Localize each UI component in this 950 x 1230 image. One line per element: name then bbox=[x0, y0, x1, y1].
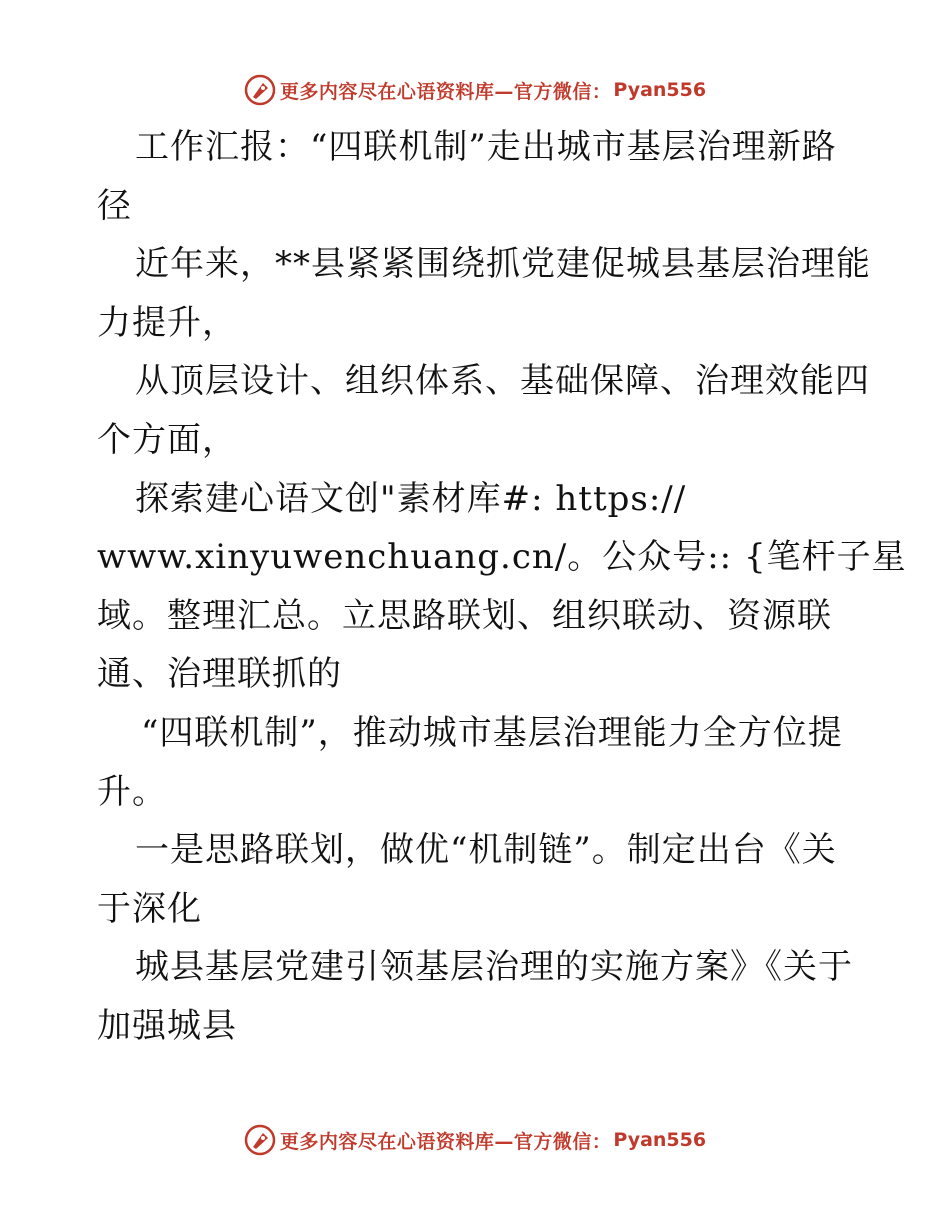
pen-nib-logo-icon bbox=[244, 1124, 276, 1156]
paragraph-line: 于深化 bbox=[97, 888, 202, 929]
pen-nib-logo-icon bbox=[244, 74, 276, 106]
paragraph-line: 升。 bbox=[97, 771, 167, 812]
paragraph-line: 城县基层党建引领基层治理的实施方案》《关于 bbox=[135, 947, 853, 988]
paragraph-line: 加强城县 bbox=[97, 1005, 237, 1046]
paragraph-line: 探索建心语文创"素材库#: https:// bbox=[135, 478, 687, 519]
document-title-line-2: 径 bbox=[97, 185, 132, 226]
header-banner-text: 更多内容尽在心语资料库—官方微信： bbox=[279, 80, 612, 103]
footer-banner-wechat-id: Pyan556 bbox=[613, 1129, 707, 1151]
paragraph-line: 域。整理汇总。立思路联划、组织联动、资源联 bbox=[97, 595, 832, 636]
paragraph-line: 力提升， bbox=[97, 302, 237, 343]
paragraph-line: 从顶层设计、组织体系、基础保障、治理效能四 bbox=[135, 361, 870, 402]
header-banner-wechat-id: Pyan556 bbox=[613, 79, 707, 101]
document-body bbox=[97, 118, 907, 1056]
paragraph-line-url: www.xinyuwenchuang.cn/。公众号:: {笔杆子星 bbox=[97, 537, 907, 578]
footer-banner-text: 更多内容尽在心语资料库—官方微信： bbox=[279, 1130, 612, 1153]
paragraph-line: “四联机制”，推动城市基层治理能力全方位提 bbox=[141, 712, 843, 753]
paragraph-line: 个方面， bbox=[97, 419, 237, 460]
document-title-line-1: 工作汇报：“四联机制”走出城市基层治理新路 bbox=[135, 127, 837, 167]
paragraph-line: 近年来，**县紧紧围绕抓党建促城县基层治理能 bbox=[135, 244, 871, 285]
footer-banner bbox=[0, 1120, 950, 1160]
paragraph-line: 一是思路联划，做优“机制链”。制定出台《关 bbox=[135, 830, 837, 871]
paragraph-line: 通、治理联抓的 bbox=[97, 654, 342, 695]
header-banner bbox=[0, 70, 950, 110]
